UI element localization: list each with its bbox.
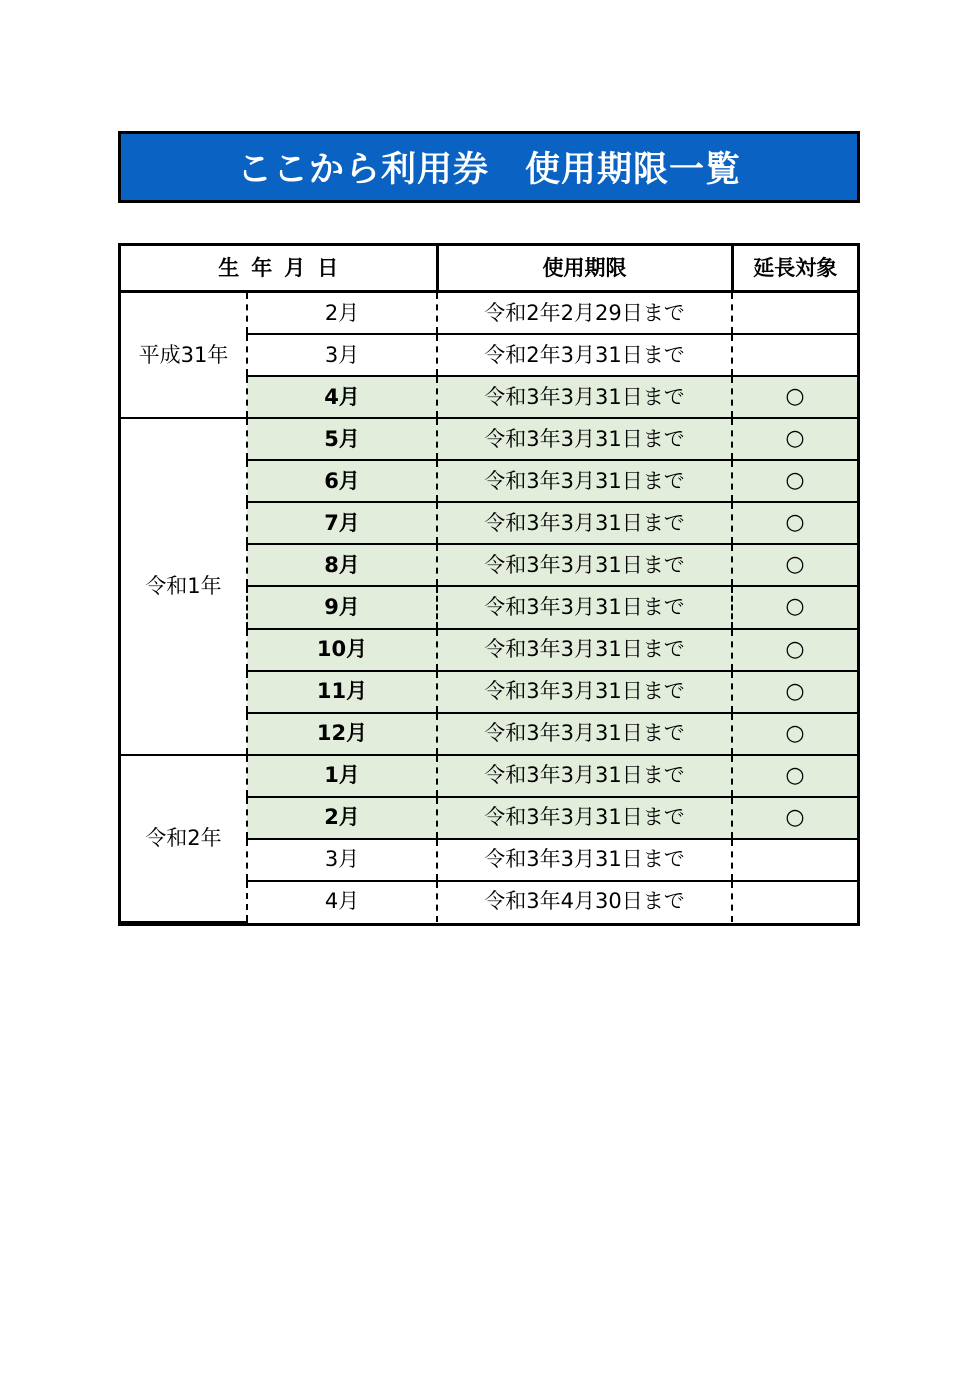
birth-month-cell: 2月	[247, 292, 437, 335]
expiry-date-cell: 令和3年3月31日まで	[437, 671, 732, 713]
birth-month-cell: 11月	[247, 671, 437, 713]
extension-mark-cell: ○	[732, 629, 857, 671]
extension-mark-cell	[732, 881, 857, 922]
birth-month-cell: 2月	[247, 797, 437, 839]
birth-month-cell: 6月	[247, 460, 437, 502]
expiry-date-cell: 令和3年3月31日まで	[437, 629, 732, 671]
birth-month-cell: 10月	[247, 629, 437, 671]
extension-mark-cell: ○	[732, 376, 857, 418]
expiry-date-cell: 令和2年2月29日まで	[437, 292, 732, 335]
table-row	[121, 292, 857, 335]
extension-mark-cell	[732, 292, 857, 335]
expiry-date-cell: 令和3年3月31日まで	[437, 376, 732, 418]
extension-mark-cell	[732, 839, 857, 881]
expiry-date-cell: 令和3年3月31日まで	[437, 839, 732, 881]
header-expiry: 使用期限	[437, 246, 732, 292]
expiry-table	[121, 246, 857, 923]
birth-month-cell: 1月	[247, 755, 437, 797]
birth-month-cell: 5月	[247, 418, 437, 460]
extension-mark-cell: ○	[732, 586, 857, 628]
expiry-date-cell: 令和2年3月31日まで	[437, 334, 732, 376]
expiry-date-cell: 令和3年3月31日まで	[437, 544, 732, 586]
birth-month-cell: 4月	[247, 881, 437, 922]
extension-mark-cell: ○	[732, 544, 857, 586]
expiry-date-cell: 令和3年3月31日まで	[437, 586, 732, 628]
extension-mark-cell: ○	[732, 797, 857, 839]
era-label: 令和2年	[121, 755, 247, 922]
era-label: 平成31年	[121, 292, 247, 419]
birth-month-cell: 12月	[247, 713, 437, 755]
table-header-row	[121, 246, 857, 292]
expiry-date-cell: 令和3年3月31日まで	[437, 797, 732, 839]
expiry-date-cell: 令和3年4月30日まで	[437, 881, 732, 922]
extension-mark-cell: ○	[732, 460, 857, 502]
expiry-date-cell: 令和3年3月31日まで	[437, 713, 732, 755]
table-row	[121, 418, 857, 460]
birth-month-cell: 3月	[247, 334, 437, 376]
expiry-date-cell: 令和3年3月31日まで	[437, 460, 732, 502]
extension-mark-cell: ○	[732, 755, 857, 797]
extension-mark-cell: ○	[732, 671, 857, 713]
table-body	[121, 292, 857, 923]
birth-month-cell: 9月	[247, 586, 437, 628]
header-extension: 延長対象	[732, 246, 857, 292]
extension-mark-cell: ○	[732, 713, 857, 755]
table-row	[121, 755, 857, 797]
expiry-date-cell: 令和3年3月31日まで	[437, 418, 732, 460]
birth-month-cell: 4月	[247, 376, 437, 418]
birth-month-cell: 7月	[247, 502, 437, 544]
page-title: ここから利用券 使用期限一覧	[236, 150, 741, 190]
header-date-of-birth: 生年月日	[121, 246, 437, 292]
expiry-date-cell: 令和3年3月31日まで	[437, 502, 732, 544]
birth-month-cell: 8月	[247, 544, 437, 586]
extension-mark-cell	[732, 334, 857, 376]
extension-mark-cell: ○	[732, 418, 857, 460]
expiry-date-cell: 令和3年3月31日まで	[437, 755, 732, 797]
era-label: 令和1年	[121, 418, 247, 755]
title-banner	[118, 131, 860, 203]
birth-month-cell: 3月	[247, 839, 437, 881]
expiry-table-frame	[118, 243, 860, 926]
extension-mark-cell: ○	[732, 502, 857, 544]
